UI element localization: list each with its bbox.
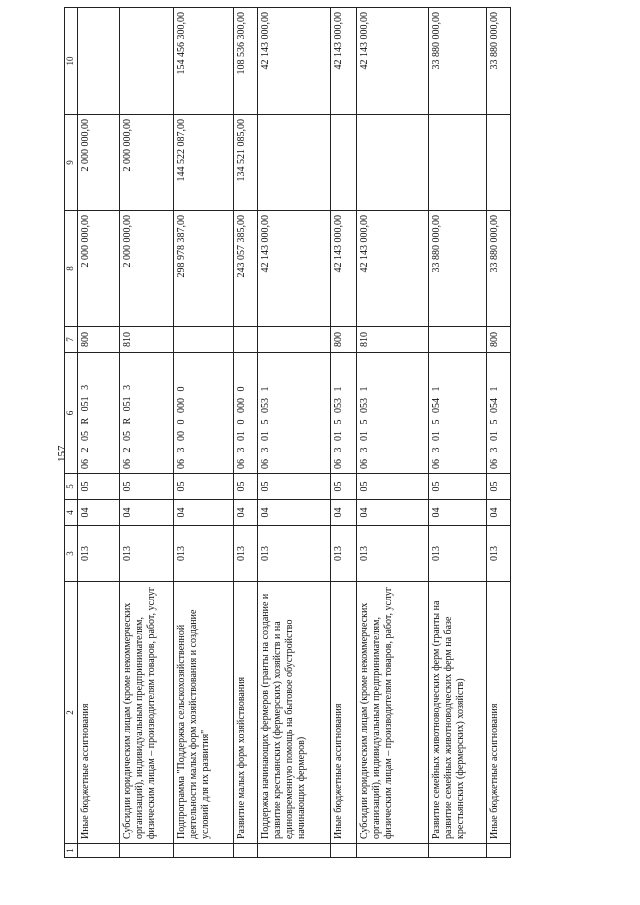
amount-col10: 108 536 300,00	[233, 8, 258, 115]
target-article-code: 06 2 05 R 051 3	[77, 353, 120, 474]
ministry-code: 013	[77, 526, 120, 582]
row-name: Иные бюджетные ассигнования	[331, 582, 357, 844]
table-row	[120, 8, 174, 858]
amount-col8: 42 143 000,00	[331, 211, 357, 327]
section-code: 04	[120, 500, 174, 526]
subsection-code: 05	[77, 474, 120, 500]
section-code: 04	[258, 500, 331, 526]
subsection-code: 05	[233, 474, 258, 500]
amount-col10: 42 143 000,00	[331, 8, 357, 115]
row-index-cell	[258, 844, 331, 858]
amount-col8: 2 000 000,00	[120, 211, 174, 327]
amount-col9	[428, 115, 487, 211]
expense-type-code: 810	[120, 327, 174, 353]
ministry-code: 013	[487, 526, 511, 582]
amount-col9	[356, 115, 428, 211]
column-number: 6	[65, 353, 78, 474]
amount-col10	[77, 8, 120, 115]
amount-col8: 42 143 000,00	[356, 211, 428, 327]
expense-type-code	[233, 327, 258, 353]
section-code: 04	[356, 500, 428, 526]
expense-type-code	[428, 327, 487, 353]
table-row	[77, 8, 120, 858]
expense-type-code: 800	[487, 327, 511, 353]
amount-col10	[120, 8, 174, 115]
amount-col10: 42 143 000,00	[356, 8, 428, 115]
target-article-code: 06 3 01 5 054 1	[487, 353, 511, 474]
ministry-code: 013	[120, 526, 174, 582]
row-index-cell	[233, 844, 258, 858]
ministry-code: 013	[331, 526, 357, 582]
row-name: Развитие малых форм хозяйствования	[233, 582, 258, 844]
row-index-cell	[487, 844, 511, 858]
column-number: 4	[65, 500, 78, 526]
table-row	[258, 8, 331, 858]
table-row	[233, 8, 258, 858]
section-code: 04	[428, 500, 487, 526]
row-name: Иные бюджетные ассигнования	[487, 582, 511, 844]
table-row	[331, 8, 357, 858]
subsection-code: 05	[356, 474, 428, 500]
row-name: Развитие семейных животноводческих ферм (гранты на развитие семейных животноводческих ферм на базе крестьянских (фермерских) хозяйств)	[428, 582, 487, 844]
expense-type-code: 800	[77, 327, 120, 353]
amount-col8: 42 143 000,00	[258, 211, 331, 327]
row-name: Субсидии юридическим лицам (кроме некоммерческих организаций), индивидуальным предпринимателям, физическим лицам – производителям товаров, работ, услуг	[356, 582, 428, 844]
amount-col9	[258, 115, 331, 211]
expense-type-code	[258, 327, 331, 353]
amount-col9	[331, 115, 357, 211]
column-number: 7	[65, 327, 78, 353]
amount-col10: 33 880 000,00	[487, 8, 511, 115]
row-index-cell	[331, 844, 357, 858]
amount-col8: 33 880 000,00	[487, 211, 511, 327]
subsection-code: 05	[120, 474, 174, 500]
subsection-code: 05	[258, 474, 331, 500]
amount-col9: 2 000 000,00	[120, 115, 174, 211]
column-number: 1	[65, 844, 78, 858]
amount-col10: 154 456 300,00	[173, 8, 233, 115]
amount-col10: 42 143 000,00	[258, 8, 331, 115]
page-number: 157	[56, 445, 68, 462]
column-number: 3	[65, 526, 78, 582]
subsection-code: 05	[173, 474, 233, 500]
target-article-code: 06 3 01 0 000 0	[233, 353, 258, 474]
amount-col8: 298 978 387,00	[173, 211, 233, 327]
amount-col9: 144 522 087,00	[173, 115, 233, 211]
row-name: Иные бюджетные ассигнования	[77, 582, 120, 844]
amount-col10: 33 880 000,00	[428, 8, 487, 115]
column-number: 9	[65, 115, 78, 211]
section-code: 04	[331, 500, 357, 526]
column-number: 2	[65, 582, 78, 844]
column-number: 8	[65, 211, 78, 327]
subsection-code: 05	[487, 474, 511, 500]
amount-col8: 2 000 000,00	[77, 211, 120, 327]
row-name: Подпрограмма "Поддержка сельскохозяйственной деятельности малых форм хозяйствования и создание условий для их развития"	[173, 582, 233, 844]
ministry-code: 013	[173, 526, 233, 582]
ministry-code: 013	[233, 526, 258, 582]
amount-col9: 134 521 085,00	[233, 115, 258, 211]
target-article-code: 06 3 01 5 053 1	[356, 353, 428, 474]
section-code: 04	[487, 500, 511, 526]
column-number: 5	[65, 474, 78, 500]
ministry-code: 013	[356, 526, 428, 582]
section-code: 04	[77, 500, 120, 526]
target-article-code: 06 3 01 5 054 1	[428, 353, 487, 474]
table-row	[356, 8, 428, 858]
table-row	[487, 8, 511, 858]
section-code: 04	[173, 500, 233, 526]
amount-col9	[487, 115, 511, 211]
expense-type-code: 800	[331, 327, 357, 353]
table-row	[428, 8, 487, 858]
expense-type-code: 810	[356, 327, 428, 353]
row-index-cell	[77, 844, 120, 858]
amount-col8: 33 880 000,00	[428, 211, 487, 327]
amount-col8: 243 057 385,00	[233, 211, 258, 327]
row-name: Субсидии юридическим лицам (кроме некоммерческих организаций), индивидуальным предпринимателям, физическим лицам – производителям товаров, работ, услуг	[120, 582, 174, 844]
amount-col9: 2 000 000,00	[77, 115, 120, 211]
ministry-code: 013	[428, 526, 487, 582]
row-index-cell	[173, 844, 233, 858]
row-index-cell	[428, 844, 487, 858]
subsection-code: 05	[428, 474, 487, 500]
budget-table-rotated	[64, 8, 511, 858]
table-row	[173, 8, 233, 858]
column-number: 10	[65, 8, 78, 115]
row-name: Поддержка начинающих фермеров (гранты на создание и развитие крестьянских (фермерских) хозяйств и на единовременную помощь на бытовое обустройство начинающих фермеров)	[258, 582, 331, 844]
target-article-code: 06 3 01 5 053 1	[258, 353, 331, 474]
subsection-code: 05	[331, 474, 357, 500]
ministry-code: 013	[258, 526, 331, 582]
column-number-row	[65, 8, 78, 858]
section-code: 04	[233, 500, 258, 526]
budget-table	[64, 7, 511, 858]
expense-type-code	[173, 327, 233, 353]
target-article-code: 06 2 05 R 051 3	[120, 353, 174, 474]
row-index-cell	[356, 844, 428, 858]
row-index-cell	[120, 844, 174, 858]
target-article-code: 06 3 01 5 053 1	[331, 353, 357, 474]
target-article-code: 06 3 00 0 000 0	[173, 353, 233, 474]
